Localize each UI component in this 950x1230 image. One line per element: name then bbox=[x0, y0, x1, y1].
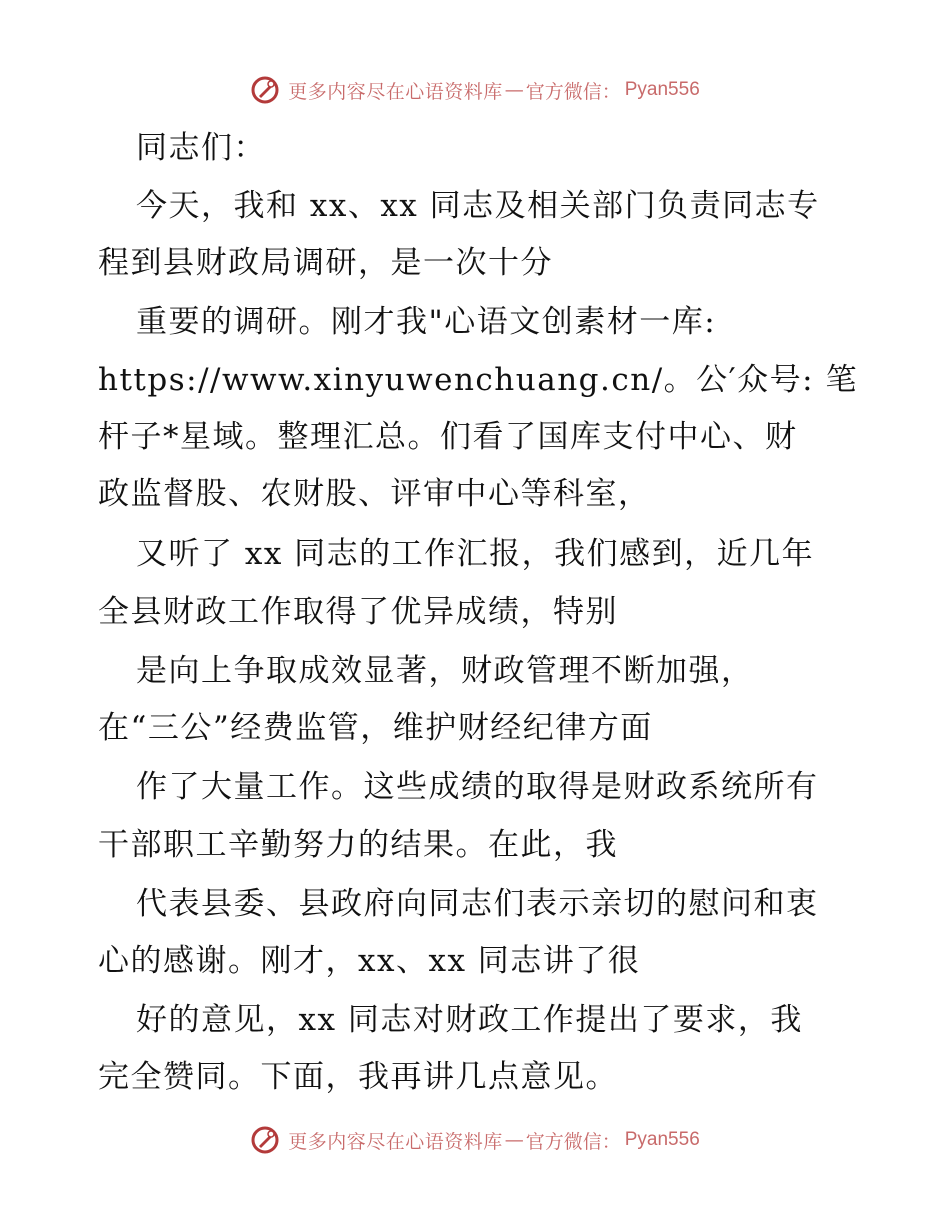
watermark-text: 更多内容尽在心语资料库 bbox=[288, 1130, 503, 1153]
text-line: 心的感谢。刚才，xx、xx 同志讲了很 bbox=[98, 943, 641, 979]
watermark-official-label: 官方微信： bbox=[525, 80, 621, 103]
header-watermark bbox=[0, 70, 950, 110]
watermark-wechat-id: Pyan556 bbox=[624, 79, 700, 100]
watermark-separator: — bbox=[504, 1129, 524, 1151]
text-line: 在“三公”经费监管，维护财经纪律方面 bbox=[98, 710, 653, 746]
text-line: 完全赞同。下面，我再讲几点意见。 bbox=[98, 1059, 618, 1095]
text-line: 程到县财政局调研，是一次十分 bbox=[98, 245, 553, 281]
text-line: 重要的调研。刚才我"心语文创素材一库: bbox=[136, 304, 717, 340]
text-line: 好的意见，xx 同志对财政工作提出了要求，我 bbox=[136, 1002, 803, 1038]
text-line: 今天，我和 xx、xx 同志及相关部门负责同志专 bbox=[136, 188, 820, 224]
text-line: https://www.xinyuwenchuang.cn/。公′众号: 笔 bbox=[98, 362, 858, 398]
text-line: 是向上争取成效显著，财政管理不断加强， bbox=[136, 653, 754, 689]
watermark-wechat-id: Pyan556 bbox=[624, 1129, 700, 1150]
watermark-separator: — bbox=[504, 79, 524, 101]
pen-logo-icon bbox=[250, 75, 280, 105]
footer-watermark bbox=[0, 1120, 950, 1160]
watermark-text: 更多内容尽在心语资料库 bbox=[288, 80, 503, 103]
text-line: 又听了 xx 同志的工作汇报，我们感到，近几年 bbox=[136, 536, 815, 572]
text-line: 杆子*星域。整理汇总。们看了国库支付中心、财 bbox=[98, 419, 798, 455]
text-line: 代表县委、县政府向同志们表示亲切的慰问和衷 bbox=[136, 886, 819, 922]
text-line: 作了大量工作。这些成绩的取得是财政系统所有 bbox=[136, 769, 819, 805]
text-line: 全县财政工作取得了优异成绩，特别 bbox=[98, 594, 618, 630]
text-line: 干部职工辛勤努力的结果。在此，我 bbox=[98, 827, 618, 863]
text-line: 政监督股、农财股、评审中心等科室， bbox=[98, 476, 651, 512]
text-line: 同志们： bbox=[136, 130, 266, 166]
pen-logo-icon bbox=[250, 1125, 280, 1155]
watermark-official-label: 官方微信： bbox=[525, 1130, 621, 1153]
